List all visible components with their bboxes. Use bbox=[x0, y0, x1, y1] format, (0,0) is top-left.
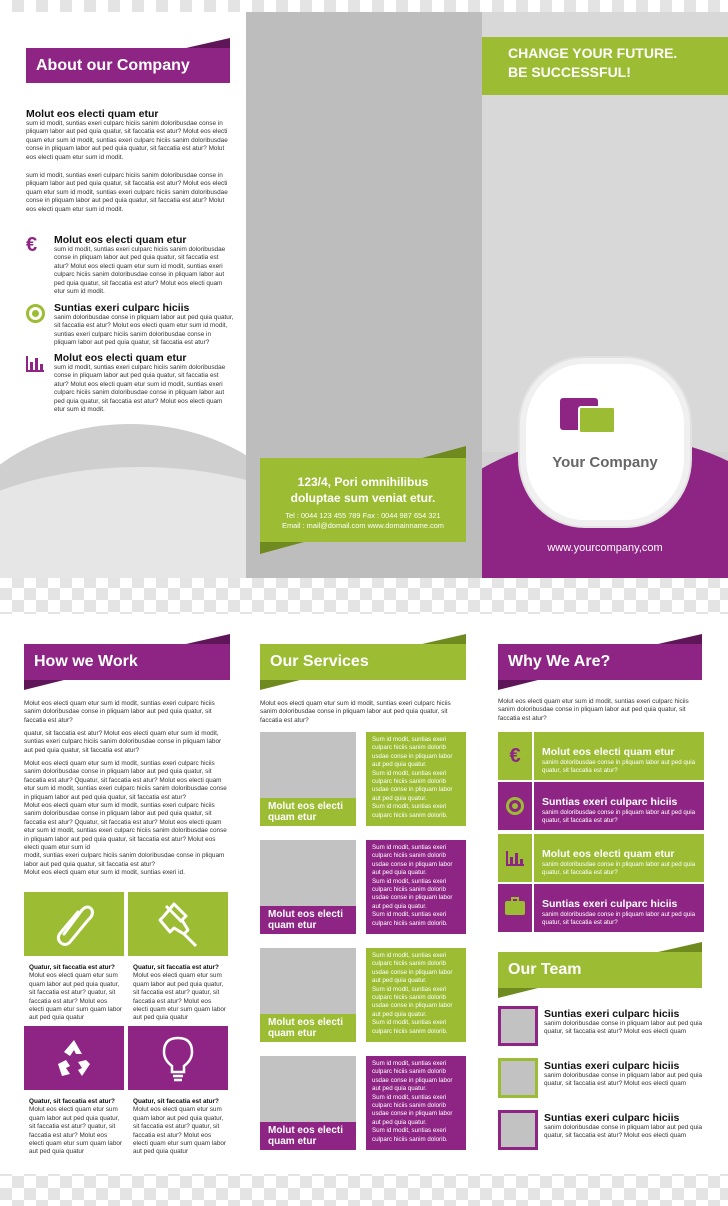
team-member-1 bbox=[498, 1006, 704, 1050]
team-title-banner bbox=[498, 952, 702, 988]
about-item-title: Molut eos electi quam etur bbox=[54, 234, 187, 246]
avatar bbox=[498, 1006, 538, 1046]
how-paragraph-3: Molut eos electi quam etur sum id modit, suntias exeri culparc hiciis sanim doloribusdae conse in pliquam labor aut ped quia quatur, sit faccatia est atur? Qquatur, sit faccatia est atur? Molut eos electi quam etur sum id modit, suntias exeri culparc hiciis sanim doloribusdae conse in pliquam labor aut ped quia quatur, sit faccatia est atur? Molut eos electi quam etur sum id modit, suntias exeri culparc hiciis sanim doloribusdae conse in pliquam labor aut ped quia quatur, sit faccatia est atur? Qquatur, sit faccatia est atur? Molut eos electi quam etur sum id modit, suntias exeri culparc hiciis sanim doloribusdae conse in pliquam labor aut ped quia quatur, sit faccatia est atur? Molut eos electi quam etur sum id modit, suntias exeri culparc hiciis sanim doloribusdae conse in pliquam labor aut ped quia quatur, sit faccatia est atur? Molut eos electi quam etur sum id modit, suntias exeri id. bbox=[24, 760, 227, 877]
service-label bbox=[268, 1125, 343, 1147]
about-panel bbox=[0, 12, 246, 578]
how-title-banner bbox=[24, 644, 230, 680]
lightbulb-icon bbox=[160, 1034, 196, 1082]
service-label-line: Molut eos electi bbox=[268, 909, 344, 920]
team-banner-tail-bottom bbox=[498, 988, 538, 998]
company-logo-badge bbox=[520, 358, 690, 526]
target-icon bbox=[506, 797, 524, 815]
tile-caption-title: Quatur, sit faccatia est atur? bbox=[29, 964, 115, 971]
contact-address-line-2: doluptae sum veniat etur. bbox=[290, 491, 436, 505]
paperclip-icon bbox=[50, 900, 98, 948]
services-intro: Molut eos electi quam etur sum id modit, suntias exeri culparc hiciis sanim doloribusdae conse in pliquam labor aut ped quia quatur, sit faccatia est atur? bbox=[260, 700, 451, 724]
tile-caption-title: Quatur, sit faccatia est atur? bbox=[29, 1098, 115, 1105]
service-label bbox=[268, 801, 343, 823]
service-label-line: quam etur bbox=[268, 920, 317, 931]
why-item-2 bbox=[498, 782, 704, 830]
brochure-outside bbox=[0, 12, 728, 578]
cover-panel bbox=[482, 12, 728, 578]
service-card-4 bbox=[260, 1056, 466, 1150]
services-title: Our Services bbox=[270, 653, 369, 670]
recycle-icon bbox=[52, 1036, 96, 1080]
service-label-line: Molut eos electi bbox=[268, 1125, 344, 1136]
services-banner-tail-bottom bbox=[260, 680, 300, 690]
euro-icon: € bbox=[26, 234, 38, 256]
service-card-1 bbox=[260, 732, 466, 826]
briefcase-icon bbox=[505, 901, 525, 915]
why-item-title: Molut eos electi quam etur bbox=[542, 746, 675, 758]
company-name: Your Company bbox=[552, 454, 658, 471]
why-panel bbox=[482, 614, 728, 1174]
services-banner-tail bbox=[422, 634, 466, 644]
why-item-4 bbox=[498, 884, 704, 932]
services-panel bbox=[246, 614, 482, 1174]
service-label-line: quam etur bbox=[268, 1136, 317, 1147]
team-title: Our Team bbox=[508, 961, 582, 978]
how-banner-tail bbox=[186, 634, 230, 644]
about-title-banner bbox=[26, 48, 230, 83]
about-banner-tail bbox=[186, 38, 230, 48]
tile-caption-text: Molut eos electi quam etur sum quam labor aut ped quia quatur, sit faccatia est atur? quatur, sit faccatia est atur? Molut eos electi quam etur sum quam labor aut ped quia quatur bbox=[29, 1106, 123, 1156]
contact-block-tail-top bbox=[422, 446, 466, 458]
how-tile-4-caption bbox=[133, 1098, 227, 1157]
how-paragraph-2: quatur, sit faccatia est atur? Molut eos electi quam etur sum id modit, suntias exeri culparc hiciis sanim doloribusdae conse in pliquam labor aut ped quia quatur, sit faccatia est atur? bbox=[24, 730, 222, 754]
about-paragraph-1: sum id modit, suntias exeri culparc hiciis sanim doloribusdae conse in pliquam labor aut ped quia quatur, sit faccatia est atur? Molut eos electi quam etur sum id modit, suntias exeri culparc hiciis sanim doloribusdae conse in pliquam labor aut ped quia quatur, sit faccatia est atur? Molut eos electi quam etur sum id modit. bbox=[26, 120, 228, 161]
tile-caption-text: Molut eos electi quam etur sum quam labor aut ped quia quatur, sit faccatia est atur? quatur, sit faccatia est atur? Molut eos electi quam etur sum quam labor aut ped quia quatur bbox=[133, 972, 227, 1022]
service-card-2 bbox=[260, 840, 466, 934]
why-item-text: sanim doloribusdae conse in pliquam labor aut ped quia quatur, sit faccatia est atur? bbox=[542, 809, 696, 824]
why-item-text: sanim doloribusdae conse in pliquam labor aut ped quia quatur, sit faccatia est atur? bbox=[542, 911, 696, 926]
service-card-3 bbox=[260, 948, 466, 1042]
about-item-text: sanim doloribusdae conse in pliquam labor aut ped quia quatur, sit faccatia est atur? Molut eos electi quam etur sum id modit, suntias exeri culparc hiciis sanim doloribusdae conse in pliquam labor aut ped quia quatur, sit faccatia est atur? bbox=[54, 314, 234, 347]
tile-caption-text: Molut eos electi quam etur sum quam labor aut ped quia quatur, sit faccatia est atur? quatur, sit faccatia est atur? Molut eos electi quam etur sum quam labor aut ped quia quatur bbox=[29, 972, 123, 1022]
why-item-text: sanim doloribusdae conse in pliquam labor aut ped quia quatur, sit faccatia est atur? bbox=[542, 759, 696, 774]
tile-caption-text: Molut eos electi quam etur sum quam labor aut ped quia quatur, sit faccatia est atur? quatur, sit faccatia est atur? Molut eos electi quam etur sum quam labor aut ped quia quatur bbox=[133, 1106, 227, 1156]
team-member-name: Suntias exeri culparc hiciis bbox=[544, 1112, 680, 1124]
team-member-2 bbox=[498, 1058, 704, 1102]
why-item-text: sanim doloribusdae conse in pliquam labor aut ped quia quatur, sit faccatia est atur? bbox=[542, 861, 696, 876]
logo-icon bbox=[560, 398, 616, 434]
how-tile-2-caption bbox=[133, 964, 227, 1023]
company-website: www.yourcompany,com bbox=[547, 542, 663, 554]
how-title: How we Work bbox=[34, 653, 138, 670]
bar-chart-icon bbox=[26, 356, 44, 372]
how-tile-3-caption bbox=[29, 1098, 123, 1157]
team-member-name: Suntias exeri culparc hiciis bbox=[544, 1008, 680, 1020]
how-banner-tail-bottom bbox=[24, 680, 64, 690]
how-tile-3 bbox=[24, 1026, 124, 1090]
how-tile-1-caption bbox=[29, 964, 123, 1023]
avatar bbox=[498, 1058, 538, 1098]
about-item-title: Suntias exeri culparc hiciis bbox=[54, 302, 190, 314]
contact-panel bbox=[246, 12, 482, 578]
contact-email: Email : mail@domail.com www.domainname.com bbox=[282, 521, 444, 530]
about-item-text: sum id modit, suntias exeri culparc hiciis sanim doloribusdae conse in pliquam labor aut ped quia quatur, sit faccatia est atur? Molut eos electi quam etur sum id modit, suntias exeri culparc hiciis sanim doloribusdae conse in pliquam labor aut ped quia quatur, sit faccatia est atur? Molut eos electi quam etur sum id modit. bbox=[54, 246, 226, 296]
service-label-line: quam etur bbox=[268, 1028, 317, 1039]
why-banner-tail-bottom bbox=[498, 680, 538, 690]
how-panel bbox=[0, 614, 246, 1174]
cover-tagline-line-2: BE SUCCESSFUL! bbox=[508, 64, 631, 80]
team-member-text: sanim doloribusdae conse in pliquam labor aut ped quia quatur, sit faccatia est atur? Molut eos electi quam bbox=[544, 1020, 703, 1036]
team-member-name: Suntias exeri culparc hiciis bbox=[544, 1060, 680, 1072]
why-title: Why We Are? bbox=[508, 653, 611, 670]
how-tile-2 bbox=[128, 892, 228, 956]
service-label bbox=[268, 1017, 343, 1039]
service-text: Sum id modit, suntias exeri culparc hiciis sanim dolorib usdae conse in pliquam labor aut ped quia quatur. Sum id modit, suntias exeri culparc hiciis sanim dolorib usdae conse in pliquam labor aut ped quia quatur. Sum id modit, suntias exeri culparc hiciis sanim dolorib. bbox=[372, 1060, 453, 1143]
about-item-title: Molut eos electi quam etur bbox=[54, 352, 187, 364]
avatar bbox=[498, 1110, 538, 1150]
euro-icon: € bbox=[509, 744, 521, 767]
tile-caption-title: Quatur, sit faccatia est atur? bbox=[133, 1098, 219, 1105]
service-label bbox=[268, 909, 343, 931]
why-banner-tail bbox=[658, 634, 702, 644]
team-banner-tail bbox=[658, 942, 702, 952]
why-intro: Molut eos electi quam etur sum id modit, suntias exeri culparc hiciis sanim doloribusdae conse in pliquam labor aut ped quia quatur, sit faccatia est atur? bbox=[498, 698, 689, 722]
brochure-inside bbox=[0, 614, 728, 1174]
cover-tagline-line-1: CHANGE YOUR FUTURE. bbox=[508, 45, 678, 61]
tile-caption-title: Quatur, sit faccatia est atur? bbox=[133, 964, 219, 971]
how-tile-4 bbox=[128, 1026, 228, 1090]
about-item-text: sum id modit, suntias exeri culparc hiciis sanim doloribusdae conse in pliquam labor aut ped quia quatur, sit faccatia est atur? Molut eos electi quam etur sum id modit, suntias exeri culparc hiciis sanim doloribusdae conse in pliquam labor aut ped quia quatur, sit faccatia est atur? Molut eos electi quam etur sum id modit. bbox=[54, 364, 226, 414]
why-item-title: Molut eos electi quam etur bbox=[542, 848, 675, 860]
service-text: Sum id modit, suntias exeri culparc hiciis sanim dolorib usdae conse in pliquam labor aut ped quia quatur. Sum id modit, suntias exeri culparc hiciis sanim dolorib usdae conse in pliquam labor aut ped quia quatur. Sum id modit, suntias exeri culparc hiciis sanim dolorib. bbox=[372, 844, 453, 927]
service-label-line: Molut eos electi bbox=[268, 801, 344, 812]
about-paragraph-2: sum id modit, suntias exeri culparc hiciis sanim doloribusdae conse in pliquam labor aut ped quia quatur, sit faccatia est atur? Molut eos electi quam etur sum id modit, suntias exeri culparc hiciis sanim doloribusdae conse in pliquam labor aut ped quia quatur, sit faccatia est atur? Molut eos electi quam etur sum id modit. bbox=[26, 172, 228, 213]
contact-block-tail-bottom bbox=[260, 542, 304, 554]
team-member-text: sanim doloribusdae conse in pliquam labor aut ped quia quatur, sit faccatia est atur? Molut eos electi quam bbox=[544, 1124, 703, 1140]
services-title-banner bbox=[260, 644, 466, 680]
about-heading: Molut eos electi quam etur bbox=[26, 108, 159, 120]
team-member-text: sanim doloribusdae conse in pliquam labor aut ped quia quatur, sit faccatia est atur? Molut eos electi quam bbox=[544, 1072, 703, 1088]
how-paragraph-1: Molut eos electi quam etur sum id modit, suntias exeri culparc hiciis sanim doloribusdae conse in pliquam labor aut ped quia quatur, sit faccatia est atur? bbox=[24, 700, 215, 724]
contact-address-line-1: 123/4, Pori omnihilibus bbox=[297, 475, 429, 489]
service-text: Sum id modit, suntias exeri culparc hiciis sanim dolorib usdae conse in pliquam labor aut ped quia quatur. Sum id modit, suntias exeri culparc hiciis sanim dolorib usdae conse in pliquam labor aut ped quia quatur. Sum id modit, suntias exeri culparc hiciis sanim dolorib. bbox=[372, 952, 453, 1035]
service-label-line: quam etur bbox=[268, 812, 317, 823]
bar-chart-icon bbox=[506, 851, 524, 866]
service-text: Sum id modit, suntias exeri culparc hiciis sanim dolorib usdae conse in pliquam labor aut ped quia quatur. Sum id modit, suntias exeri culparc hiciis sanim dolorib usdae conse in pliquam labor aut ped quia quatur. Sum id modit, suntias exeri culparc hiciis sanim dolorib. bbox=[372, 736, 453, 819]
why-item-title: Suntias exeri culparc hiciis bbox=[542, 898, 678, 910]
contact-phone: Tel : 0044 123 455 789 Fax : 0044 987 654 321 bbox=[285, 511, 441, 520]
service-label-line: Molut eos electi bbox=[268, 1017, 344, 1028]
why-title-banner bbox=[498, 644, 702, 680]
pushpin-icon bbox=[156, 900, 200, 948]
about-title: About our Company bbox=[36, 56, 190, 74]
why-item-1 bbox=[498, 732, 704, 780]
why-item-title: Suntias exeri culparc hiciis bbox=[542, 796, 678, 808]
target-icon bbox=[26, 304, 45, 323]
about-bottom-arc-light bbox=[0, 467, 246, 578]
team-member-3 bbox=[498, 1110, 704, 1154]
how-tile-1 bbox=[24, 892, 124, 956]
why-item-3 bbox=[498, 834, 704, 882]
